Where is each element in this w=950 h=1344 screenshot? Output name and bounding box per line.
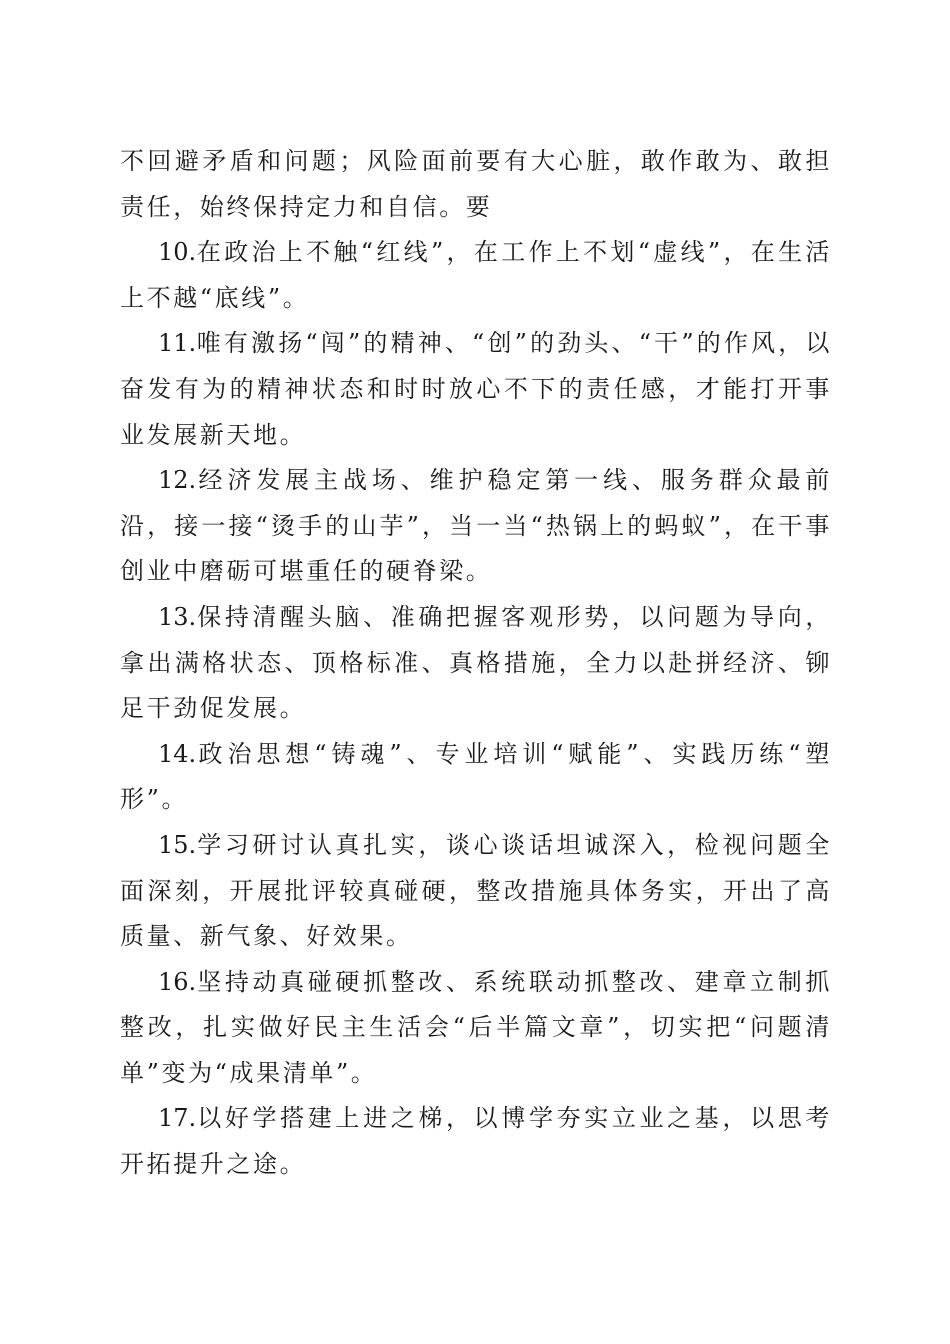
paragraph-text: 以好学搭建上进之梯，以博学夯实立业之基，以思考开拓提升之途。 xyxy=(120,1104,832,1179)
paragraph-number: 10. xyxy=(158,238,197,267)
paragraph-text: 保持清醒头脑、准确把握客观形势，以问题为导向，拿出满格状态、顶格标准、真格措施，全力以赴拼经济、铆足干劲促发展。 xyxy=(120,602,832,723)
paragraph-10 xyxy=(120,230,832,321)
paragraph-text: 不回避矛盾和问题；风险面前要有大心脏，敢作敢为、敢担责任，始终保持定力和自信。要 xyxy=(120,147,832,221)
paragraph-14 xyxy=(120,732,832,823)
paragraph-number: 17. xyxy=(158,1104,197,1133)
paragraph-16 xyxy=(120,960,832,1097)
paragraph-17 xyxy=(120,1096,832,1187)
paragraph-number: 14. xyxy=(158,739,197,768)
document-body xyxy=(120,139,832,1188)
paragraph-15 xyxy=(120,823,832,960)
paragraph-number: 16. xyxy=(158,967,197,996)
paragraph-number: 12. xyxy=(158,466,197,495)
paragraph-13 xyxy=(120,595,832,732)
paragraph-11 xyxy=(120,321,832,458)
paragraph-text: 经济发展主战场、维护稳定第一线、服务群众最前沿，接一接“烫手的山芋”，当一当“热锅上的蚂蚁”，在干事创业中磨砺可堪重任的硬脊梁。 xyxy=(120,466,832,586)
paragraph-number: 13. xyxy=(158,602,197,631)
paragraph-number: 15. xyxy=(158,830,197,859)
paragraph-text: 在政治上不触“红线”，在工作上不划“虚线”，在生活上不越“底线”。 xyxy=(120,238,832,312)
paragraph-text: 政治思想“铸魂”、专业培训“赋能”、实践历练“塑形”。 xyxy=(120,739,832,814)
paragraph-continuation xyxy=(120,139,832,230)
paragraph-text: 学习研讨认真扎实，谈心谈话坦诚深入，检视问题全面深刻，开展批评较真碰硬，整改措施具体务实，开出了高质量、新气象、好效果。 xyxy=(120,830,832,951)
paragraph-number: 11. xyxy=(158,329,197,358)
paragraph-text: 坚持动真碰硬抓整改、系统联动抓整改、建章立制抓整改，扎实做好民主生活会“后半篇文章”，切实把“问题清单”变为“成果清单”。 xyxy=(120,967,832,1087)
paragraph-text: 唯有激扬“闯”的精神、“创”的劲头、“干”的作风，以奋发有为的精神状态和时时放心不下的责任感，才能打开事业发展新天地。 xyxy=(120,329,832,449)
paragraph-12 xyxy=(120,458,832,595)
